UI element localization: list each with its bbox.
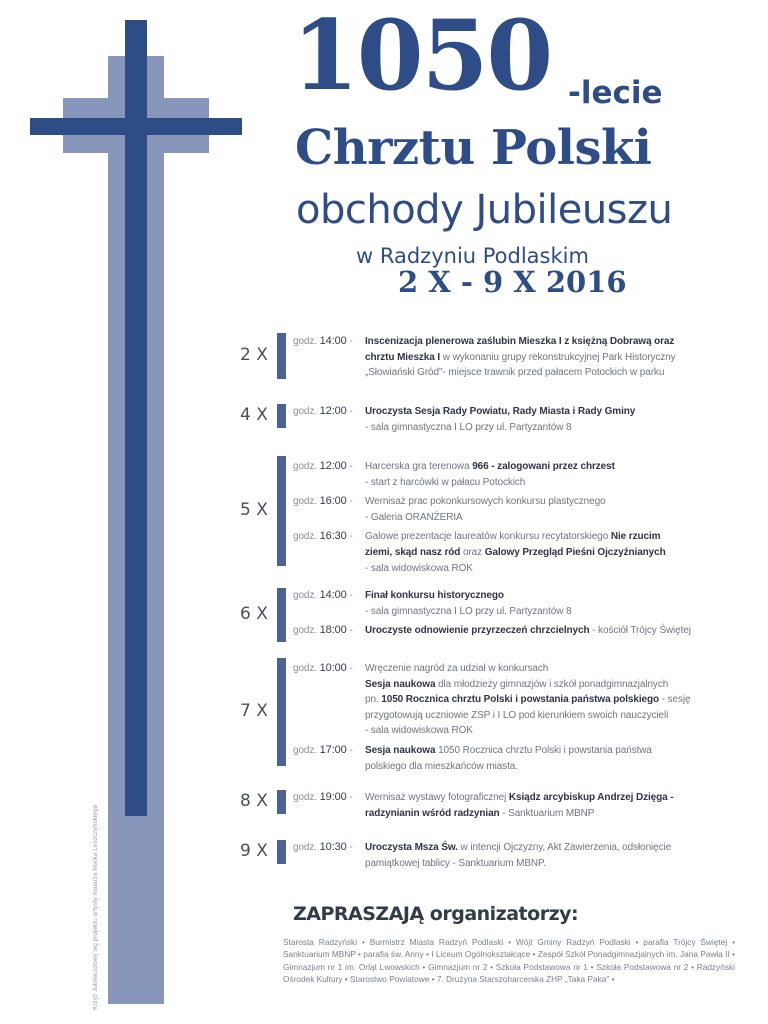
event-text: w wykonaniu grupy rekonstrukcyjnej Park Historyczny [440,351,676,363]
day-label: 8 X [240,791,268,811]
event-line [293,806,763,822]
day-events [293,840,763,875]
day-events [293,459,763,580]
event-text: oraz [460,546,485,558]
event-line [293,334,763,350]
event-hour: 17:00 [319,743,347,756]
day-label: 2 X [240,345,268,365]
title-suffix: -lecie [568,75,663,111]
event-line [293,708,763,724]
event-text: pn. [365,694,382,706]
title-number: 1050 [292,0,552,112]
event [293,623,763,639]
event-hour: 19:00 [319,791,347,803]
event-hour: 16:00 [319,495,347,508]
event-text: - Galeria ORANŻERIA [365,511,463,523]
title-dates: 2 X - 9 X 2016 [398,265,627,299]
event-line [293,475,763,491]
event-time [293,588,365,604]
event-text: polskiego dla mieszkańców miasta. [365,760,518,772]
event-text: - Sanktuarium MBNP [499,807,595,819]
day-label: 4 X [240,405,268,425]
event-line [293,661,763,677]
event-text: pamiątkowej tablicy - Sanktuarium MBNP. [365,857,546,869]
event-time [293,790,365,806]
event-time [293,623,365,639]
godz-label: godz. [293,531,317,543]
event-highlight: radzynianin wśród radzynian [365,807,500,819]
event-text: 1050 Rocznica chrztu Polski i powstania państwa [435,744,652,756]
godz-label: godz. [293,625,317,637]
separator: - [346,792,353,803]
event-text: - sala gimnastyczna I LO przy ul. Partyzantów 8 [365,605,572,617]
event-line [293,623,763,639]
event [293,588,763,619]
event-hour: 18:00 [319,624,347,637]
event [293,494,763,525]
event-highlight: Nie rzucim [610,531,661,543]
day-bar [277,333,286,379]
event-text: przygotowują uczniowie ZSP i I LO pod kierunkiem swoich nauczycieli [365,709,669,721]
event-text: - sesję [659,694,691,706]
godz-label: godz. [293,336,317,347]
event [293,459,763,490]
title-line2: Chrztu Polski [295,120,652,176]
separator: - [346,842,353,853]
event-hour: 14:00 [319,335,347,347]
day-label: 6 X [240,604,268,624]
event-hour: 12:00 [319,460,347,472]
event-text: Wernisaż prac pokonkursowych konkursu plastycznego [365,496,606,508]
event-text: Wręczenie nagród za udział w konkursach [365,663,549,674]
event-line [293,350,763,366]
event-line [293,856,763,872]
event-text: w intencji Ojczyzny, Akt Zawierzenia, odsłonięcie [457,842,672,853]
event-time [293,459,365,475]
event-line [293,743,763,759]
separator: - [346,336,353,347]
event-line [293,790,763,806]
event [293,840,763,871]
event-text: „Słowiański Gród"- miejsce trawnik przed pałacem Potockich w parku [365,367,665,379]
event-highlight: Finał konkursu historycznego [365,590,504,601]
event-highlight: 966 - zalogowani przez chrzest [472,461,615,472]
event [293,529,763,576]
event-line [293,459,763,475]
cross-credit: Krzyż Jubileuszowy wg projektu artysty malarza Marka Leszczyńskiego [92,804,99,1010]
godz-label: godz. [293,590,317,601]
day-bar [277,588,286,642]
separator: - [346,625,353,637]
event-highlight: Uroczysta Msza Św. [365,842,458,853]
event-line [293,404,763,420]
event-hour: 12:00 [319,405,347,417]
day-events [293,588,763,643]
event [293,790,763,821]
separator: - [346,744,353,756]
cross-dark-horizontal [30,118,242,135]
day-bar [277,790,286,814]
event-line [293,840,763,856]
day-events [293,404,763,439]
event [293,661,763,739]
event-highlight: 1050 Rocznica chrztu Polski i powstania państwa polskiego [381,694,659,706]
event-highlight: Inscenizacja plenerowa zaślubin Mieszka I z księżną Dobrawą oraz [365,336,675,347]
event-hour: 16:30 [319,530,347,543]
event-text: Harcerska gra terenowa [365,461,473,472]
separator: - [346,496,353,508]
event-highlight: Ksiądz arcybiskup Andrzej Dzięga - [508,792,674,803]
event-text: - kościół Trójcy Świętej [589,625,691,637]
event-line [293,365,763,381]
event-hour: 14:00 [319,589,347,601]
event [293,404,763,435]
event [293,743,763,774]
event-text: - sala widowiskowa ROK [365,562,473,574]
godz-label: godz. [293,496,317,508]
day-bar [277,840,286,864]
event-highlight: Galowy Przegląd Pieśni Ojczyźnianych [484,546,666,558]
event-line [293,692,763,708]
event-line [293,510,763,526]
event-line [293,561,763,577]
event-hour: 10:30 [319,841,347,853]
event-line [293,588,763,604]
day-events [293,790,763,825]
day-events [293,334,763,385]
title-place: w Radzyniu Podlaskim [356,244,589,268]
event-line [293,759,763,775]
organizers-list: Starosta Radzyński • Burmistrz Miasta Radzyń Podlaski • Wójt Gminy Radzyń Podlaski • parafia Trójcy Świętej • Sanktuarium MBNP • parafia św. Anny • I Liceum Ogólnokształcące • Zespół Szkół Ponadgimnazjalnych im. Jana Pawła II • Gimnazjum nr 1 im. Orląt Lwowskich • Gimnazjum nr 2 • Szkoła Podstawowa nr 1 • Szkoła Podstawowa nr 2 • Radzyński Ośrodek Kultury • Starostwo Powiatowe • 7. Drużyna Starszoharcerska ZHP „Taka Paka" • [283,937,735,985]
event-text: - start z harcówki w pałacu Potockich [365,476,526,488]
event-time [293,494,365,510]
event-highlight: Sesja naukowa [365,678,436,690]
godz-label: godz. [293,792,317,803]
godz-label: godz. [293,744,317,756]
separator: - [346,663,353,674]
godz-label: godz. [293,461,317,472]
event-time [293,334,365,350]
event-highlight: Sesja naukowa [365,744,436,756]
separator: - [346,461,353,472]
event-text: Galowe prezentacje laureatów konkursu recytatorskiego [365,531,611,543]
day-bar [277,456,286,566]
event-line [293,604,763,620]
event-highlight: ziemi, skąd nasz ród [365,546,461,558]
title-line3: obchody Jubileuszu [296,187,673,233]
event-line [293,494,763,510]
separator: - [346,590,353,601]
event-text: dla młodzieży gimnazjów i szkół ponadgimnazjalnych [435,678,669,690]
event-text: - sala gimnastyczna I LO przy ul. Partyzantów 8 [365,421,572,433]
event-line [293,677,763,693]
event-text: - sala widowiskowa ROK [365,725,473,737]
day-events [293,661,763,778]
godz-label: godz. [293,842,317,853]
day-bar [277,658,286,766]
day-label: 7 X [240,701,268,721]
event-time [293,840,365,856]
event-highlight: chrztu Mieszka I [365,351,441,363]
event-time [293,404,365,420]
godz-label: godz. [293,406,317,417]
event-highlight: Uroczysta Sesja Rady Powiatu, Rady Miasta i Rady Gminy [365,406,636,417]
separator: - [346,406,353,417]
event-time [293,529,365,545]
godz-label: godz. [293,663,317,674]
cross-dark-vertical [125,20,147,816]
event-hour: 10:00 [319,662,347,674]
day-label: 9 X [240,841,268,861]
day-bar [277,404,286,428]
event-line [293,723,763,739]
event-line [293,529,763,545]
event-text: Wernisaż wystawy fotograficznej [365,792,509,803]
event [293,334,763,381]
event-highlight: Uroczyste odnowienie przyrzeczeń chrzcielnych [365,625,590,637]
day-label: 5 X [240,500,268,520]
event-line [293,420,763,436]
event-time [293,661,365,677]
separator: - [346,531,353,543]
organizers-heading: ZAPRASZAJĄ organizatorzy: [293,903,579,925]
event-line [293,545,763,561]
event-time [293,743,365,759]
